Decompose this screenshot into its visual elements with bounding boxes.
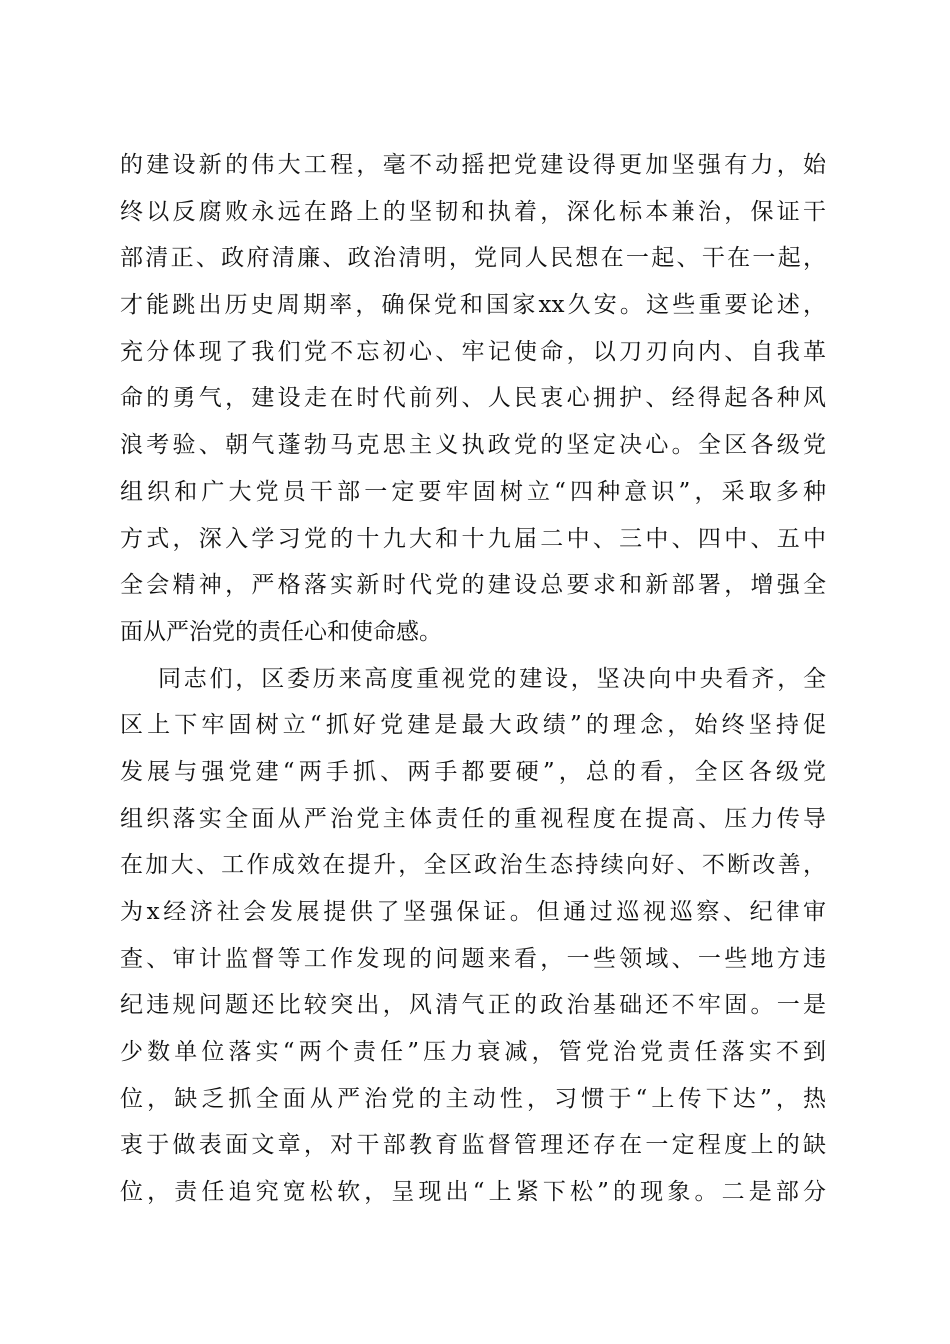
paragraph	[120, 142, 826, 656]
text-line: 区上下牢固树立“抓好党建是最大政绩”的理念，始终坚持促	[120, 712, 826, 739]
text-line: 才能跳出历史周期率，确保党和国家xx久安。这些重要论述，	[120, 292, 826, 319]
text-line: 部清正、政府清廉、政治清明，党同人民想在一起、干在一起，	[120, 245, 826, 272]
text-line: 全会精神，严格落实新时代党的建设总要求和新部署，增强全	[120, 572, 826, 599]
paragraph	[120, 656, 826, 1216]
text-line: 位，责任追究宽松软，呈现出“上紧下松”的现象。二是部分	[120, 1179, 826, 1206]
text-line: 同志们，区委历来高度重视党的建设，坚决向中央看齐，全	[158, 665, 826, 692]
text-line: 组织和广大党员干部一定要牢固树立“四种意识”，采取多种	[120, 478, 826, 505]
text-line: 命的勇气，建设走在时代前列、人民衷心拥护、经得起各种风	[120, 385, 826, 412]
text-line: 在加大、工作成效在提升，全区政治生态持续向好、不断改善，	[120, 852, 826, 879]
text-line: 为x经济社会发展提供了坚强保证。但通过巡视巡察、纪律审	[120, 899, 826, 925]
text-line: 衷于做表面文章，对干部教育监督管理还存在一定程度上的缺	[120, 1132, 826, 1159]
text-line: 查、审计监督等工作发现的问题来看，一些领域、一些地方违	[120, 945, 826, 972]
text-line: 方式，深入学习党的十九大和十九届二中、三中、四中、五中	[120, 525, 826, 552]
text-line: 位，缺乏抓全面从严治党的主动性，习惯于“上传下达”，热	[120, 1085, 826, 1112]
document-body	[120, 142, 826, 1216]
text-line: 终以反腐败永远在路上的坚韧和执着，深化标本兼治，保证干	[120, 198, 826, 225]
text-line: 充分体现了我们党不忘初心、牢记使命，以刀刃向内、自我革	[120, 338, 826, 365]
text-line: 的建设新的伟大工程，毫不动摇把党建设得更加坚强有力，始	[120, 152, 826, 178]
text-line: 发展与强党建“两手抓、两手都要硬”，总的看，全区各级党	[120, 758, 826, 785]
text-line: 少数单位落实“两个责任”压力衰减，管党治党责任落实不到	[120, 1039, 826, 1066]
text-line: 组织落实全面从严治党主体责任的重视程度在提高、压力传导	[120, 805, 826, 832]
text-line: 浪考验、朝气蓬勃马克思主义执政党的坚定决心。全区各级党	[120, 432, 826, 459]
text-line: 面从严治党的责任心和使命感。	[120, 618, 442, 645]
text-line: 纪违规问题还比较突出，风清气正的政治基础还不牢固。一是	[120, 992, 826, 1019]
